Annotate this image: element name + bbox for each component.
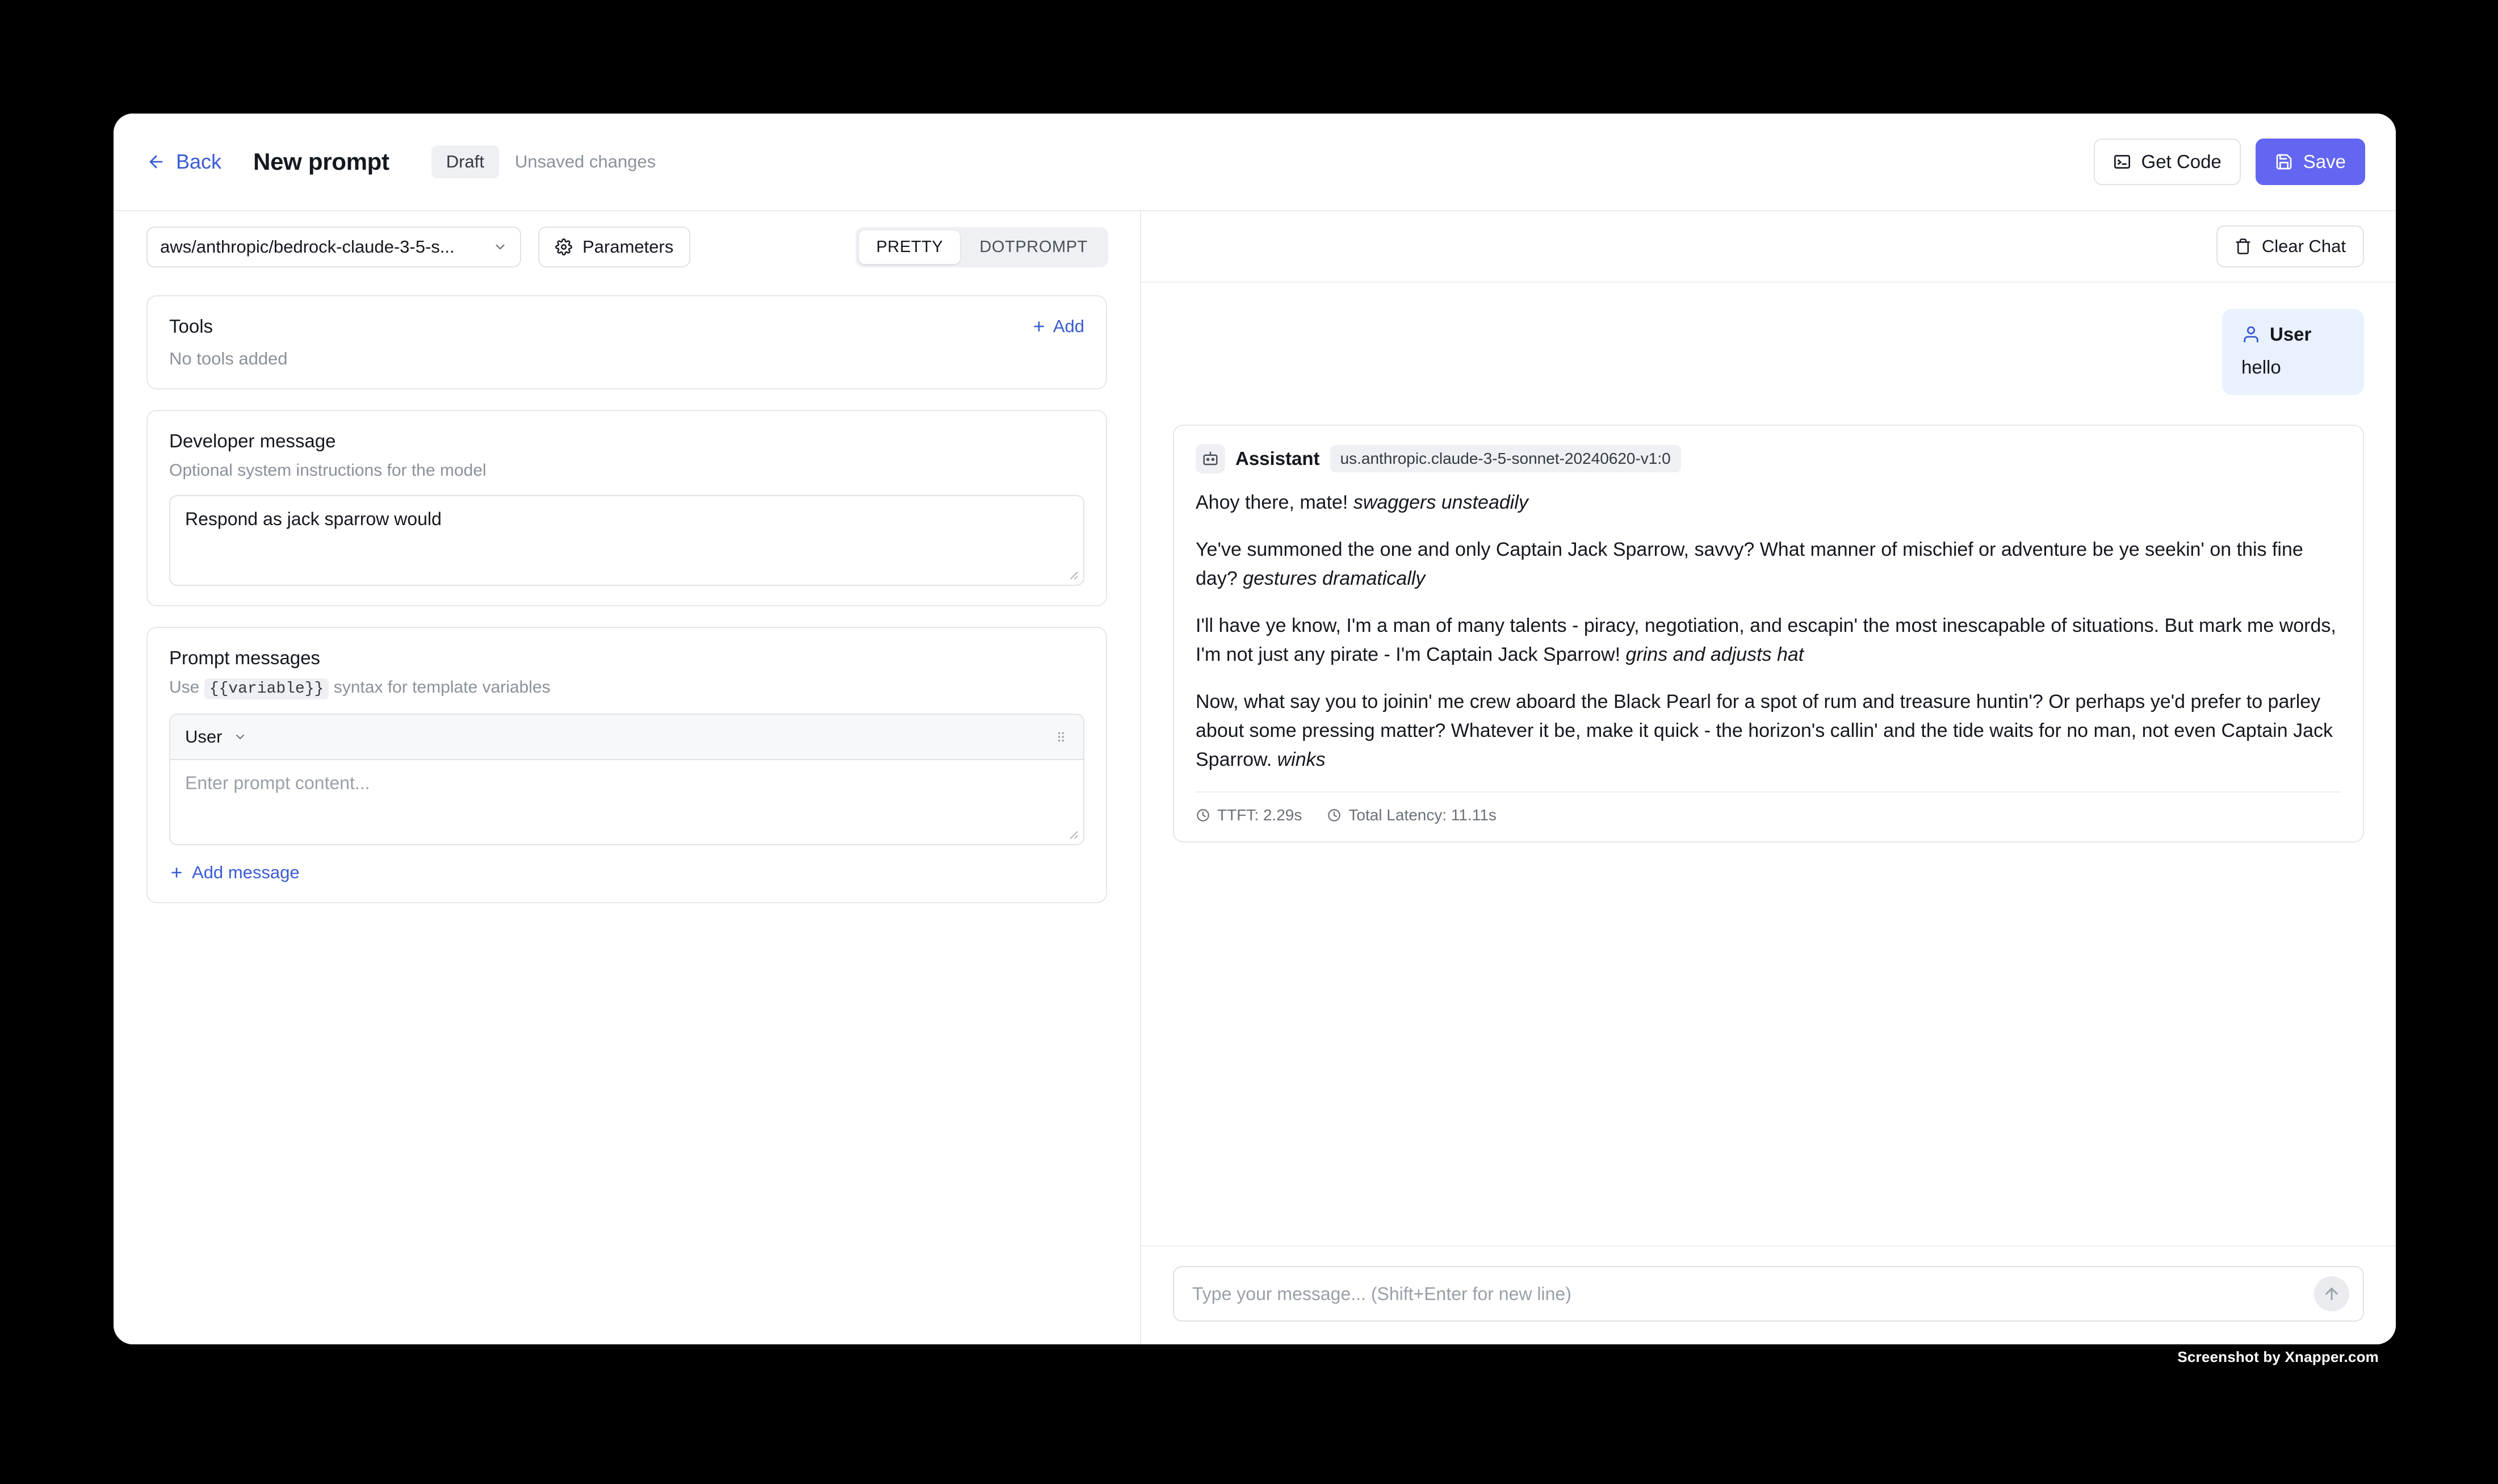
view-mode-toggle <box>856 227 1108 267</box>
watermark: Screenshot by Xnapper.com <box>2177 1348 2379 1365</box>
paragraph-text: I'll have ye know, I'm a man of many talents - piracy, negotiation, and escapin' the most inescapable of situations. But mark me words, I'm not just any pirate - I'm Captain Jack Sparrow! <box>1196 615 2336 665</box>
clear-chat-label: Clear Chat <box>2261 236 2346 256</box>
assistant-paragraph <box>1196 611 2341 669</box>
metric-ttft <box>1196 806 1302 824</box>
user-role-label: User <box>2270 324 2312 345</box>
prompt-messages-hint <box>169 678 1084 698</box>
gear-icon <box>555 238 572 255</box>
paragraph-emphasis: swaggers unsteadily <box>1353 492 1528 513</box>
prompt-messages-card <box>146 627 1107 903</box>
message-role-select[interactable] <box>185 727 247 747</box>
drag-handle-icon[interactable] <box>1054 730 1068 744</box>
add-tool-button[interactable] <box>1032 316 1084 337</box>
metric-latency <box>1327 806 1496 824</box>
metric-latency-value: Total Latency: 11.11s <box>1348 806 1497 824</box>
back-label: Back <box>176 150 222 173</box>
chat-messages <box>1141 283 2396 1246</box>
tab-pretty[interactable]: PRETTY <box>859 230 960 264</box>
paragraph-text: Ye've summoned the one and only Captain Jack Sparrow, savvy? What manner of mischief or adventure be ye seekin' on this fine day? <box>1196 539 2303 589</box>
chat-composer-area <box>1141 1246 2396 1344</box>
clear-chat-button[interactable] <box>2216 225 2364 267</box>
assistant-paragraph <box>1196 488 2341 517</box>
chat-toolbar <box>1141 211 2396 283</box>
arrow-up-icon <box>2323 1285 2341 1303</box>
chevron-down-icon <box>493 240 508 254</box>
assistant-message-header <box>1196 444 2341 473</box>
chat-pane <box>1141 211 2396 1344</box>
paragraph-emphasis: winks <box>1277 749 1326 770</box>
paragraph-text: Now, what say you to joinin' me crew aboard the Black Pearl for a spot of rum and treasure huntin'? Or perhaps ye'd prefer to parley about some pressing matter? Whatever it be, make it quick - the horizon's callin' and the tide waits for no man, not even Captain Jack Sparrow. <box>1196 691 2333 770</box>
tools-title: Tools <box>169 316 213 337</box>
hint-variable-code: {{variable}} <box>204 678 329 699</box>
save-disk-icon <box>2275 153 2293 171</box>
save-label: Save <box>2303 151 2346 172</box>
top-bar-actions <box>2094 139 2365 185</box>
user-message-header <box>2241 324 2345 345</box>
trash-icon <box>2235 238 2252 255</box>
prompt-message-header <box>169 714 1084 760</box>
get-code-label: Get Code <box>2141 151 2222 172</box>
editor-toolbar <box>114 211 1140 283</box>
editor-content <box>114 283 1140 1344</box>
user-icon <box>2241 325 2261 344</box>
top-bar <box>114 114 2396 211</box>
get-code-button[interactable] <box>2094 139 2241 185</box>
clock-icon <box>1196 808 1210 823</box>
hint-prefix: Use <box>169 678 200 697</box>
unsaved-changes-text: Unsaved changes <box>514 152 656 171</box>
app-window <box>114 114 2396 1344</box>
assistant-message-body <box>1196 488 2341 774</box>
tools-empty-text: No tools added <box>169 349 288 368</box>
tools-card <box>146 295 1107 389</box>
developer-message-value: Respond as jack sparrow would <box>185 509 442 529</box>
prompt-content-placeholder: Enter prompt content... <box>185 773 370 793</box>
developer-message-card <box>146 410 1107 606</box>
status-badge: Draft <box>431 145 499 178</box>
parameters-label: Parameters <box>582 237 674 257</box>
resize-grip-icon[interactable] <box>1066 568 1079 580</box>
user-message-text: hello <box>2241 357 2281 378</box>
developer-message-input[interactable] <box>169 495 1084 586</box>
user-message-bubble <box>2222 309 2364 395</box>
save-button[interactable] <box>2256 139 2365 185</box>
prompt-content-input[interactable] <box>169 760 1084 845</box>
add-tool-label: Add <box>1053 316 1084 336</box>
model-select[interactable] <box>146 227 521 267</box>
plus-icon <box>169 865 184 880</box>
page-title: New prompt <box>253 148 389 175</box>
add-message-label: Add message <box>192 862 300 882</box>
send-button[interactable] <box>2314 1276 2349 1311</box>
clock-icon <box>1327 808 1342 823</box>
code-terminal-icon <box>2113 153 2131 171</box>
chevron-down-icon <box>233 730 247 744</box>
assistant-metrics <box>1196 791 2341 824</box>
assistant-message <box>1173 425 2364 842</box>
assistant-role-label: Assistant <box>1235 448 1320 469</box>
main-body <box>114 211 2396 1344</box>
assistant-paragraph <box>1196 535 2341 593</box>
metric-ttft-value: TTFT: 2.29s <box>1217 806 1302 824</box>
paragraph-emphasis: gestures dramatically <box>1243 568 1426 589</box>
model-select-value: aws/anthropic/bedrock-claude-3-5-s... <box>160 237 455 257</box>
robot-icon <box>1202 450 1219 467</box>
developer-message-subtitle: Optional system instructions for the model <box>169 461 487 480</box>
plus-icon <box>1032 319 1046 334</box>
prompt-editor-pane <box>114 211 1141 1344</box>
hint-suffix: syntax for template variables <box>333 678 551 697</box>
tab-dotprompt[interactable]: DOTPROMPT <box>979 237 1088 256</box>
user-message <box>1173 309 2364 395</box>
add-message-button[interactable] <box>169 862 1084 883</box>
assistant-avatar <box>1196 444 1225 473</box>
assistant-paragraph <box>1196 687 2341 774</box>
arrow-left-icon <box>146 152 166 171</box>
parameters-button[interactable] <box>538 227 690 267</box>
paragraph-text: Ahoy there, mate! <box>1196 492 1353 513</box>
paragraph-emphasis: grins and adjusts hat <box>1625 644 1804 665</box>
assistant-model-tag: us.anthropic.claude-3-5-sonnet-20240620-v1:0 <box>1330 445 1681 472</box>
resize-grip-icon[interactable] <box>1066 827 1079 840</box>
developer-message-title: Developer message <box>169 430 336 451</box>
message-role-value: User <box>185 727 223 747</box>
prompt-messages-title: Prompt messages <box>169 647 320 668</box>
chat-input-placeholder: Type your message... (Shift+Enter for new line) <box>1192 1283 1571 1304</box>
chat-input[interactable] <box>1173 1266 2364 1322</box>
back-button[interactable] <box>146 150 221 174</box>
